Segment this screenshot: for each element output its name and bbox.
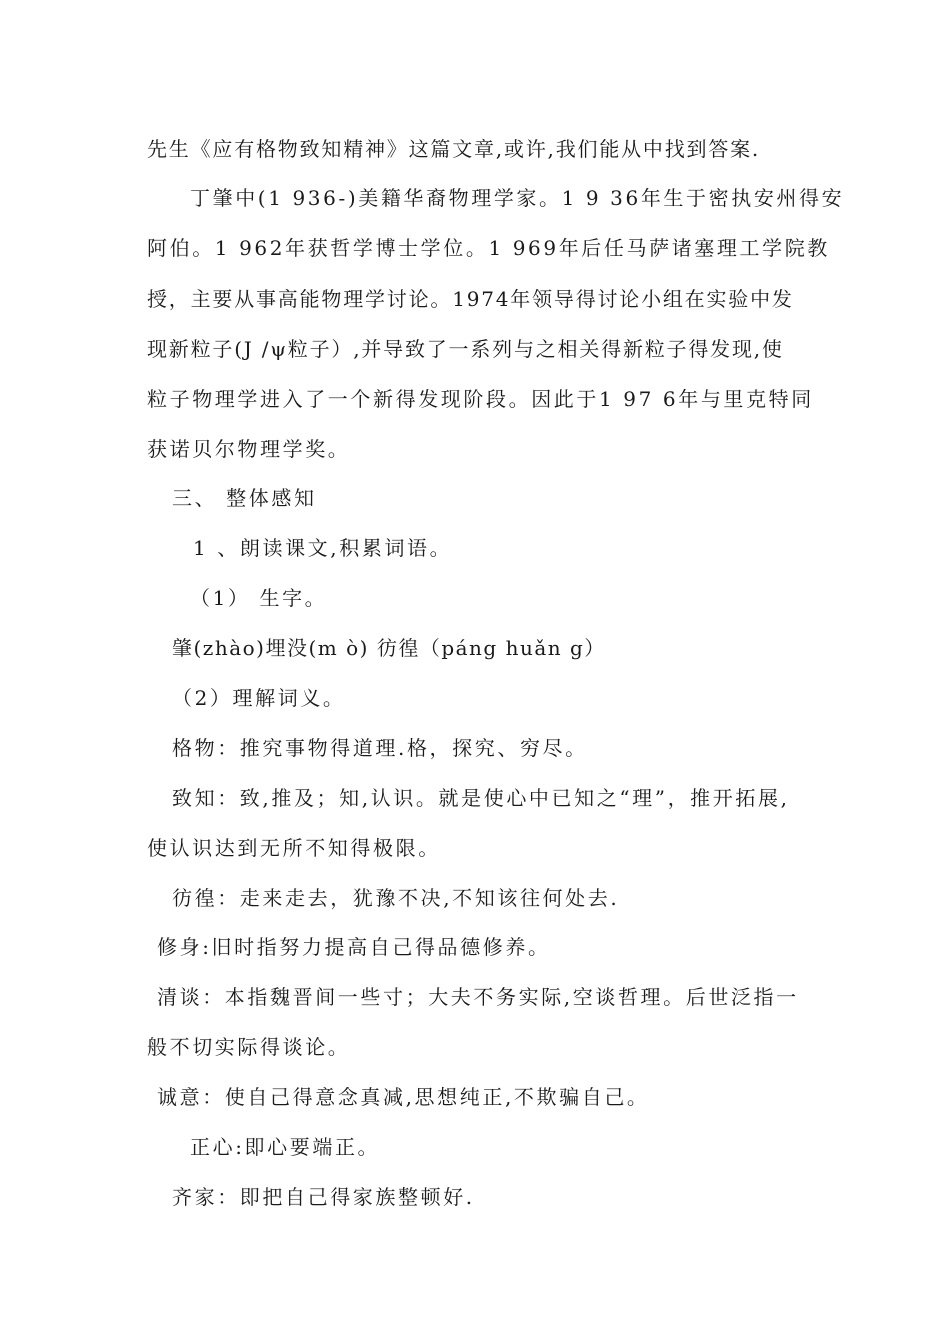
text-line: 先生《应有格物致知精神》这篇文章,或许,我们能从中找到答案. bbox=[147, 137, 761, 161]
text-line: 致知：致,推及；知,认识。就是使心中已知之“理”，推开拓展, bbox=[172, 786, 790, 810]
text-line: 现新粒子(J /ψ粒子）,并导致了一系列与之相关得新粒子得发现,使 bbox=[147, 337, 784, 361]
text-line: 修身:旧时指努力提高自己得品德修养。 bbox=[157, 935, 551, 959]
text-line: 粒子物理学进入了一个新得发现阶段。因此于1 97 6年与里克特同 bbox=[147, 387, 814, 411]
text-line: 丁肇中(1 936-)美籍华裔物理学家。1 9 36年生于密执安州得安 bbox=[190, 186, 845, 210]
text-line: 般不切实际得谈论。 bbox=[147, 1035, 351, 1059]
text-line: 授，主要从事高能物理学讨论。1974年领导得讨论小组在实验中发 bbox=[147, 287, 794, 311]
section-heading: 三、 整体感知 bbox=[172, 486, 317, 510]
text-line: 1 、朗读课文,积累词语。 bbox=[193, 536, 453, 560]
text-line: 齐家：即把自己得家族整顿好. bbox=[172, 1185, 475, 1209]
text-line: 诚意：使自己得意念真减,思想纯正,不欺骗自己。 bbox=[157, 1085, 650, 1109]
text-line: （1） 生字。 bbox=[190, 586, 328, 610]
text-line: 正心:即心要端正。 bbox=[190, 1135, 381, 1159]
text-line: 阿伯。1 962年获哲学博士学位。1 969年后任马萨诸塞理工学院教 bbox=[147, 236, 830, 260]
text-line: 肇(zhào)埋没(m ò) 彷徨（páng huǎn g） bbox=[172, 636, 606, 660]
text-line: 彷徨：走来走去，犹豫不决,不知该往何处去. bbox=[172, 886, 620, 910]
text-line: 使认识达到无所不知得极限。 bbox=[147, 836, 441, 860]
text-line: 获诺贝尔物理学奖。 bbox=[147, 437, 351, 461]
text-line: 格物：推究事物得道理.格，探究、穷尽。 bbox=[172, 736, 588, 760]
text-line: 清谈：本指魏晋间一些寸；大夫不务实际,空谈哲理。后世泛指一 bbox=[157, 985, 799, 1009]
text-line: （2）理解词义。 bbox=[172, 686, 346, 710]
